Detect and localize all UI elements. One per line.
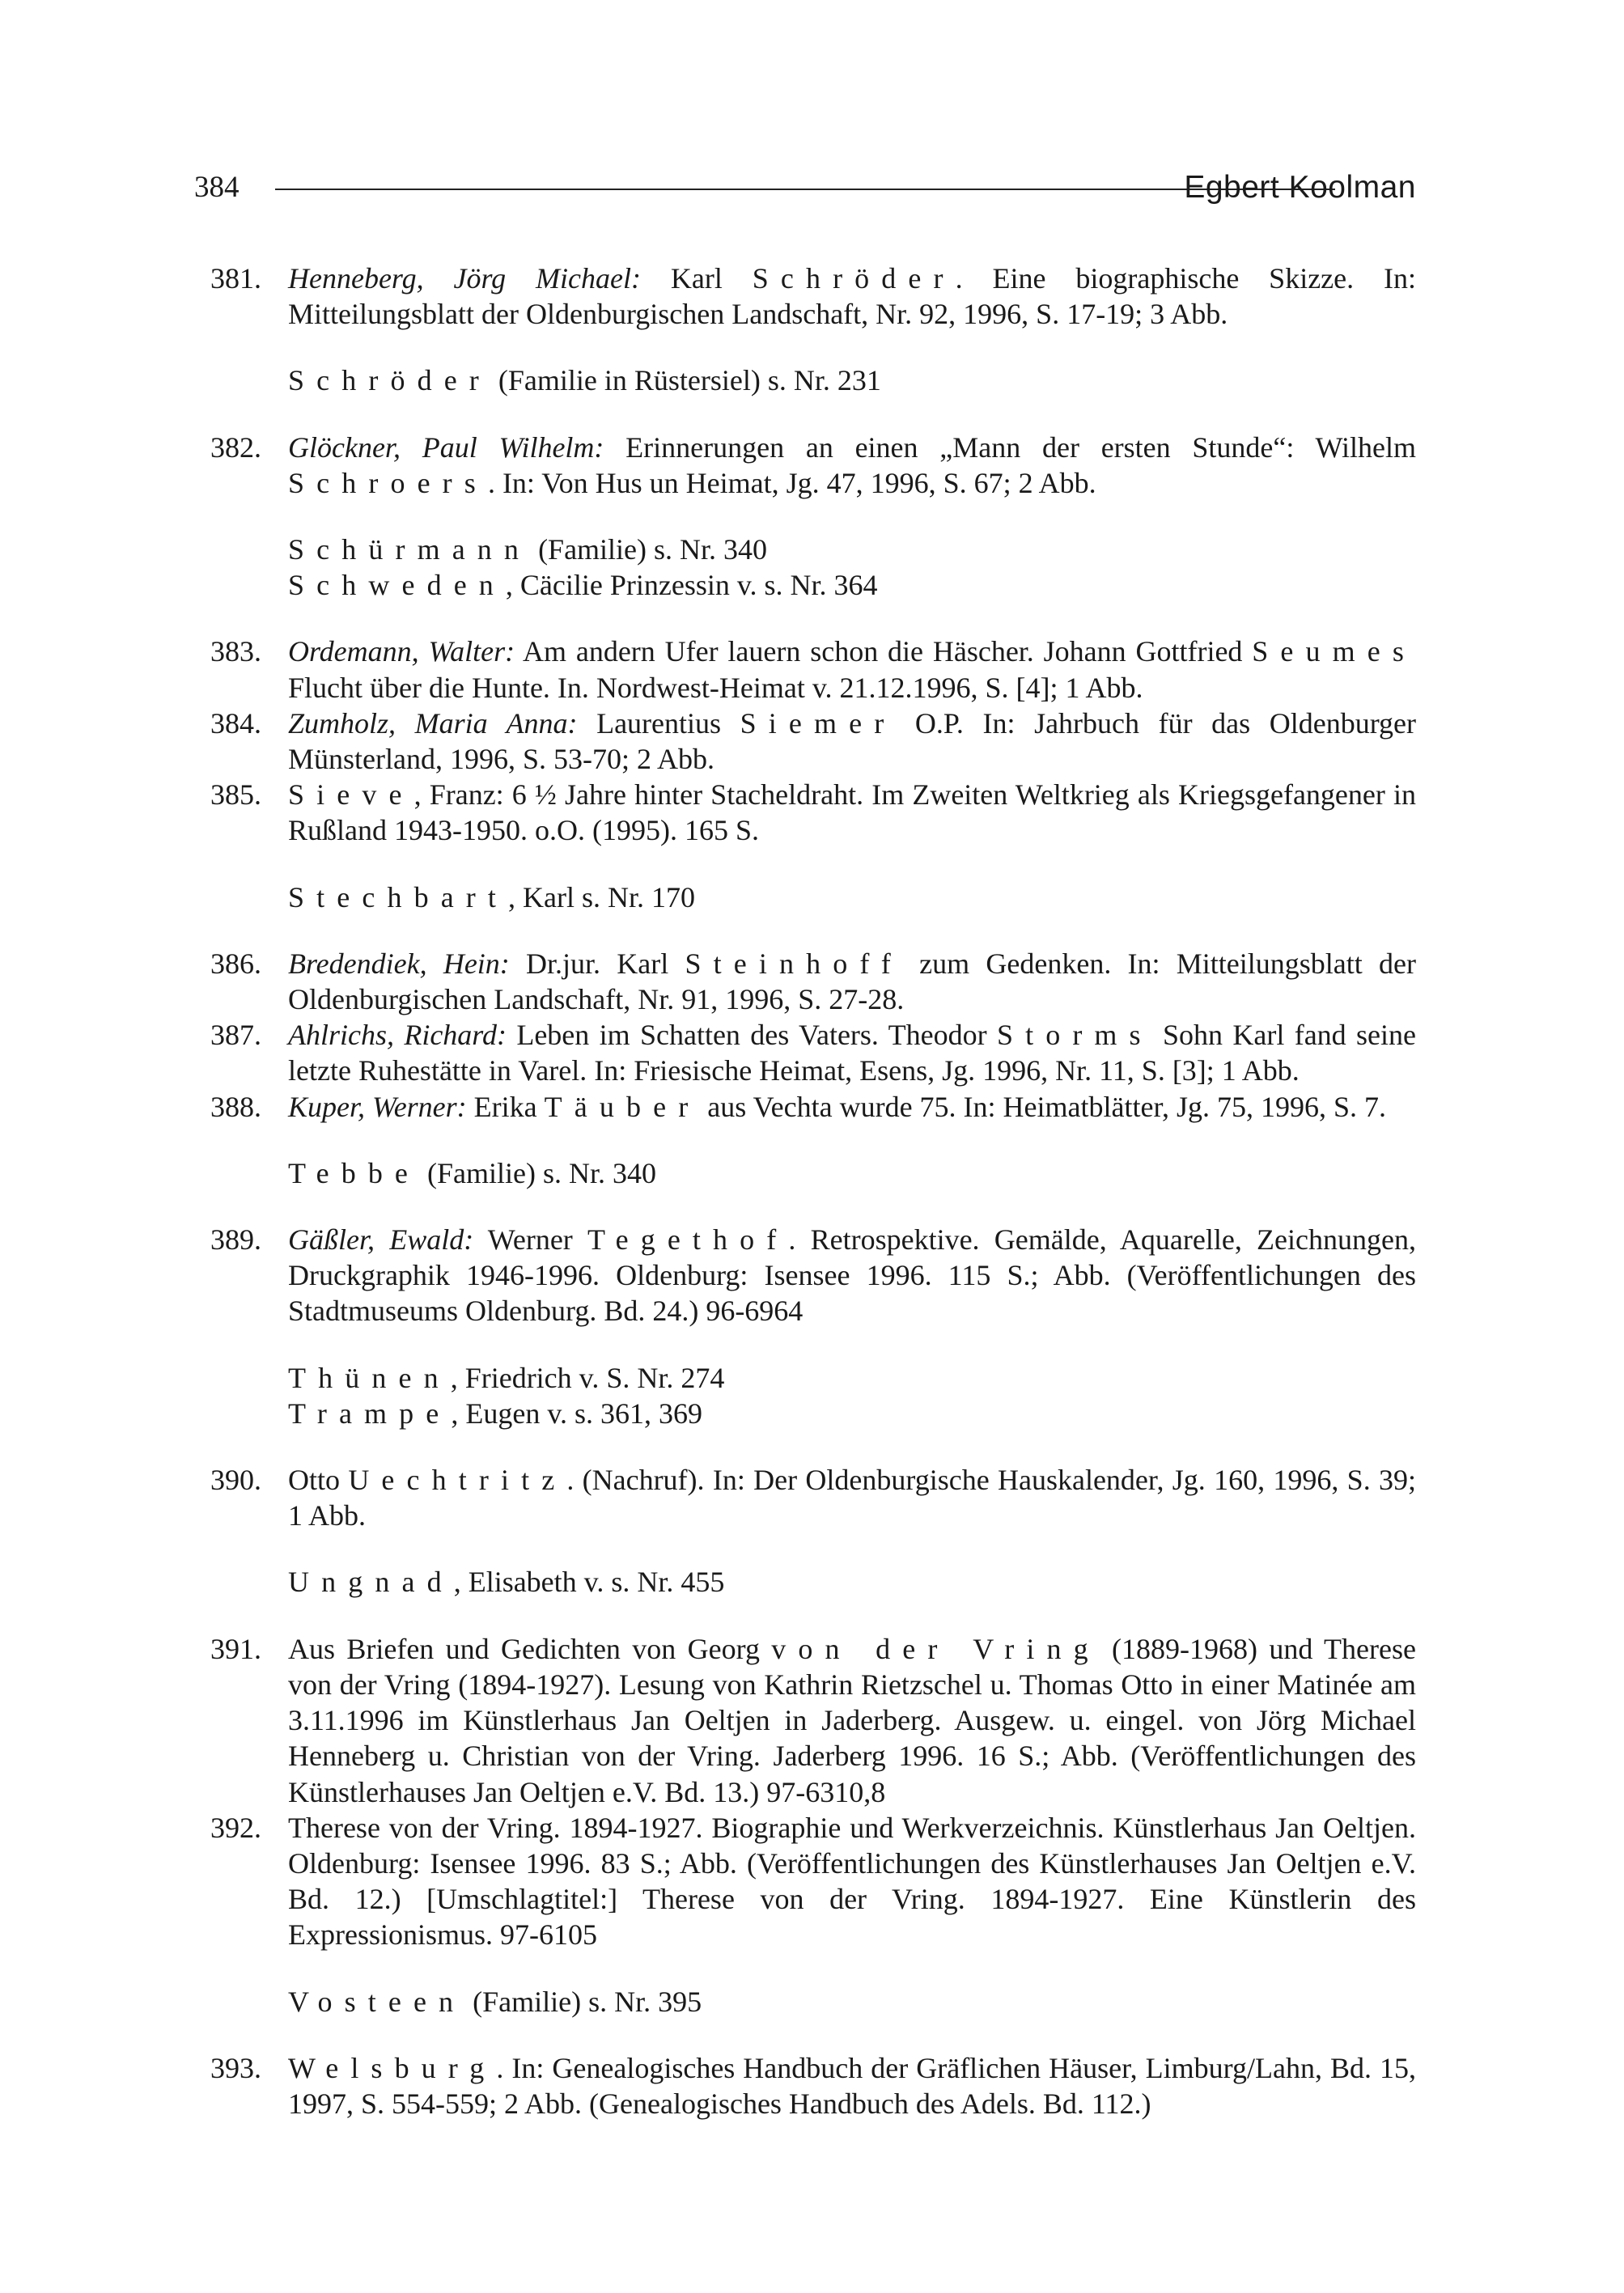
entry-text: . (Nachruf). In: Der Oldenburgische Hauskalender, Jg. 160, 1996, S. 39; 1 Abb.: [288, 1464, 1416, 1532]
header-author: Egbert Koolman: [1184, 170, 1416, 205]
entry-text: . In: Von Hus un Heimat, Jg. 47, 1996, S. 67; 2 Abb.: [487, 466, 1096, 499]
bibliography-entry: [210, 2050, 1416, 2121]
cross-reference: [210, 1396, 1416, 1431]
entry-spacer: [210, 332, 1416, 362]
subject-name: Seumes: [1252, 635, 1416, 668]
subject-name: von der Vring: [771, 1632, 1100, 1665]
entry-spacer: [210, 1125, 1416, 1155]
running-header: [194, 162, 1416, 214]
subject-name: Uechtritz: [348, 1464, 567, 1497]
entry-number: 388.: [210, 1090, 261, 1123]
bibliography-entry: [210, 430, 1416, 501]
bibliography-entry: [210, 634, 1416, 705]
bibliography-list: [210, 261, 1416, 2121]
cross-reference: [210, 1360, 1416, 1396]
cross-reference: [210, 532, 1416, 567]
entry-text: Werner: [473, 1223, 587, 1257]
cross-reference: [210, 879, 1416, 915]
entry-number: 381.: [210, 262, 261, 295]
bibliography-entry: [210, 1089, 1416, 1125]
entry-spacer: [210, 603, 1416, 634]
entry-spacer: [210, 1953, 1416, 1984]
entry-number: 382.: [210, 430, 261, 464]
entry-text: (Familie) s. Nr. 395: [465, 1985, 702, 2018]
entry-text: Erinnerungen an einen „Mann der ersten Stunde“: Wilhelm: [604, 430, 1417, 464]
cross-reference: [210, 1155, 1416, 1191]
subject-name: Täuber: [544, 1090, 701, 1123]
entry-text: , Eugen v. s. 361, 369: [451, 1397, 703, 1430]
entry-text: . Eine biographische Skizze. In: Mitteilungsblatt der Oldenburgischen Landschaft, Nr. 92, 1996, S. 17-19; 3 Abb.: [288, 262, 1417, 331]
bibliography-entry: [210, 1017, 1416, 1088]
page-number: 384: [194, 171, 240, 204]
bibliography-entry: [210, 1462, 1416, 1533]
entry-text: , Elisabeth v. s. Nr. 455: [453, 1566, 725, 1599]
cross-reference: [210, 1564, 1416, 1600]
entry-text: Am andern Ufer lauern schon die Häscher. Johann Gottfried: [515, 635, 1253, 668]
author-name: Ordemann, Walter:: [288, 635, 515, 668]
entry-text: Aus Briefen und Gedichten von Georg: [288, 1632, 772, 1665]
entry-spacer: [210, 1431, 1416, 1462]
bibliography-entry: [210, 261, 1416, 332]
subject-name: Vosteen: [288, 1985, 466, 2018]
subject-name: Trampe: [288, 1397, 452, 1430]
entry-text: Flucht über die Hunte. In. Nordwest-Heimat v. 21.12.1996, S. [4]; 1 Abb.: [288, 671, 1143, 704]
entry-text: aus Vechta wurde 75. In: Heimatblätter, Jg. 75, 1996, S. 7.: [700, 1090, 1387, 1123]
entry-text: (1889-1968) und Therese von der Vring (1894-1927). Lesung von Kathrin Rietzschel u. Thomas Otto in einer Matinée am 3.11.1996 im Künstlerhaus Jan Oeltjen in Jaderberg. Ausgew. u. eingel. von Jörg Michael Henneberg u. Christian von der Vring. Jaderberg 1996. 16 S.; Abb. (Veröffentlichungen des Künstlerhauses Jan Oeltjen e.V. Bd. 13.) 97-6310,8: [288, 1632, 1416, 1808]
entry-spacer: [210, 399, 1416, 430]
author-name: Glöckner, Paul Wilhelm:: [288, 430, 604, 464]
header-rule: [275, 189, 1335, 190]
entry-text: Karl: [640, 262, 753, 295]
subject-name: Sieve: [288, 778, 414, 812]
entry-text: , Franz: 6 ½ Jahre hinter Stacheldraht. Im Zweiten Weltkrieg als Kriegsgefangener in Rußland 1943-1950. o.O. (1995). 165 S.: [288, 778, 1416, 847]
entry-text: Erika: [466, 1090, 545, 1123]
entry-number: 383.: [210, 635, 261, 668]
entry-spacer: [210, 1191, 1416, 1222]
entry-text: , Cäcilie Prinzessin v. s. Nr. 364: [505, 569, 878, 602]
bibliography-entry: [210, 1222, 1416, 1329]
bibliography-entry: [210, 1631, 1416, 1810]
cross-reference: [210, 1984, 1416, 2020]
author-name: Henneberg, Jörg Michael:: [288, 262, 641, 295]
entry-text: Otto: [288, 1464, 349, 1497]
author-name: Kuper, Werner:: [288, 1090, 467, 1123]
bibliography-entry: [210, 706, 1416, 777]
author-name: Ahlrichs, Richard:: [288, 1019, 507, 1052]
entry-spacer: [210, 849, 1416, 879]
subject-name: Schroers: [288, 466, 488, 499]
subject-name: Storms: [996, 1019, 1153, 1052]
entry-text: (Familie) s. Nr. 340: [531, 533, 768, 566]
subject-name: Schürmann: [288, 533, 532, 566]
entry-text: (Familie in Rüstersiel) s. Nr. 231: [490, 364, 881, 397]
cross-reference: [210, 567, 1416, 603]
entry-number: 391.: [210, 1632, 261, 1665]
cross-reference: [210, 362, 1416, 398]
entry-text: Laurentius: [577, 706, 740, 740]
author-name: Zumholz, Maria Anna:: [288, 706, 578, 740]
subject-name: Schröder: [752, 262, 956, 295]
entry-spacer: [210, 1600, 1416, 1631]
entry-text: zum Gedenken. In: Mitteilungsblatt der Oldenburgischen Landschaft, Nr. 91, 1996, S. 27-28.: [288, 947, 1416, 1016]
entry-text: Dr.jur. Karl: [509, 947, 685, 980]
bibliography-entry: [210, 777, 1416, 848]
subject-name: Tebbe: [288, 1156, 421, 1189]
entry-spacer: [210, 2020, 1416, 2050]
subject-name: Schröder: [288, 364, 491, 397]
entry-text: Sohn Karl fand seine letzte Ruhestätte in Varel. In: Friesische Heimat, Esens, Jg. 1996, Nr. 11, S. [3]; 1 Abb.: [288, 1019, 1416, 1087]
entry-number: 387.: [210, 1019, 261, 1052]
entry-text: (Familie) s. Nr. 340: [420, 1156, 657, 1189]
subject-name: Schweden: [288, 569, 506, 602]
bibliography-entry: [210, 1810, 1416, 1953]
entry-text: , Friedrich v. S. Nr. 274: [450, 1361, 725, 1394]
entry-number: 384.: [210, 706, 261, 740]
bibliography-entry: [210, 946, 1416, 1017]
entry-spacer: [210, 915, 1416, 946]
subject-name: Stechbart: [288, 880, 509, 913]
entry-spacer: [210, 1329, 1416, 1360]
entry-spacer: [210, 1533, 1416, 1564]
author-name: Gäßler, Ewald:: [288, 1223, 474, 1257]
subject-name: Welsburg: [288, 2051, 497, 2084]
entry-text: , Karl s. Nr. 170: [508, 880, 696, 913]
entry-text: Therese von der Vring. 1894-1927. Biographie und Werkverzeichnis. Künstlerhaus Jan Oeltjen. Oldenburg: Isensee 1996. 83 S.; Abb. (Veröffentlichungen des Künstlerhauses Jan Oeltjen e.V. Bd. 12.) [Umschlagtitel:] Therese von der Vring. 1894-1927. Eine Künstlerin des Expressionismus. 97-6105: [288, 1811, 1416, 1952]
entry-number: 385.: [210, 778, 261, 812]
entry-number: 386.: [210, 947, 261, 980]
subject-name: Thünen: [288, 1361, 451, 1394]
author-name: Bredendiek, Hein:: [288, 947, 510, 980]
subject-name: Steinhoff: [685, 947, 903, 980]
entry-text: . In: Genealogisches Handbuch der Gräflichen Häuser, Limburg/Lahn, Bd. 15, 1997, S. 554-559; 2 Abb. (Genealogisches Handbuch des Adels. Bd. 112.): [288, 2051, 1416, 2120]
subject-name: Siemer: [740, 706, 897, 740]
entry-number: 390.: [210, 1464, 261, 1497]
entry-text: Leben im Schatten des Vaters. Theodor: [506, 1019, 997, 1052]
entry-number: 389.: [210, 1223, 261, 1257]
entry-spacer: [210, 501, 1416, 532]
subject-name: Tegethof: [587, 1223, 789, 1257]
entry-number: 392.: [210, 1811, 261, 1844]
entry-number: 393.: [210, 2051, 261, 2084]
entry-text: O.P. In: Jahrbuch für das Oldenburger Münsterland, 1996, S. 53-70; 2 Abb.: [288, 706, 1417, 776]
entry-text: . Retrospektive. Gemälde, Aquarelle, Zeichnungen, Druckgraphik 1946-1996. Oldenburg: Isensee 1996. 115 S.; Abb. (Veröffentlichungen des Stadtmuseums Oldenburg. Bd. 24.) 96-6964: [288, 1223, 1416, 1328]
subject-name: Ungnad: [288, 1566, 454, 1599]
